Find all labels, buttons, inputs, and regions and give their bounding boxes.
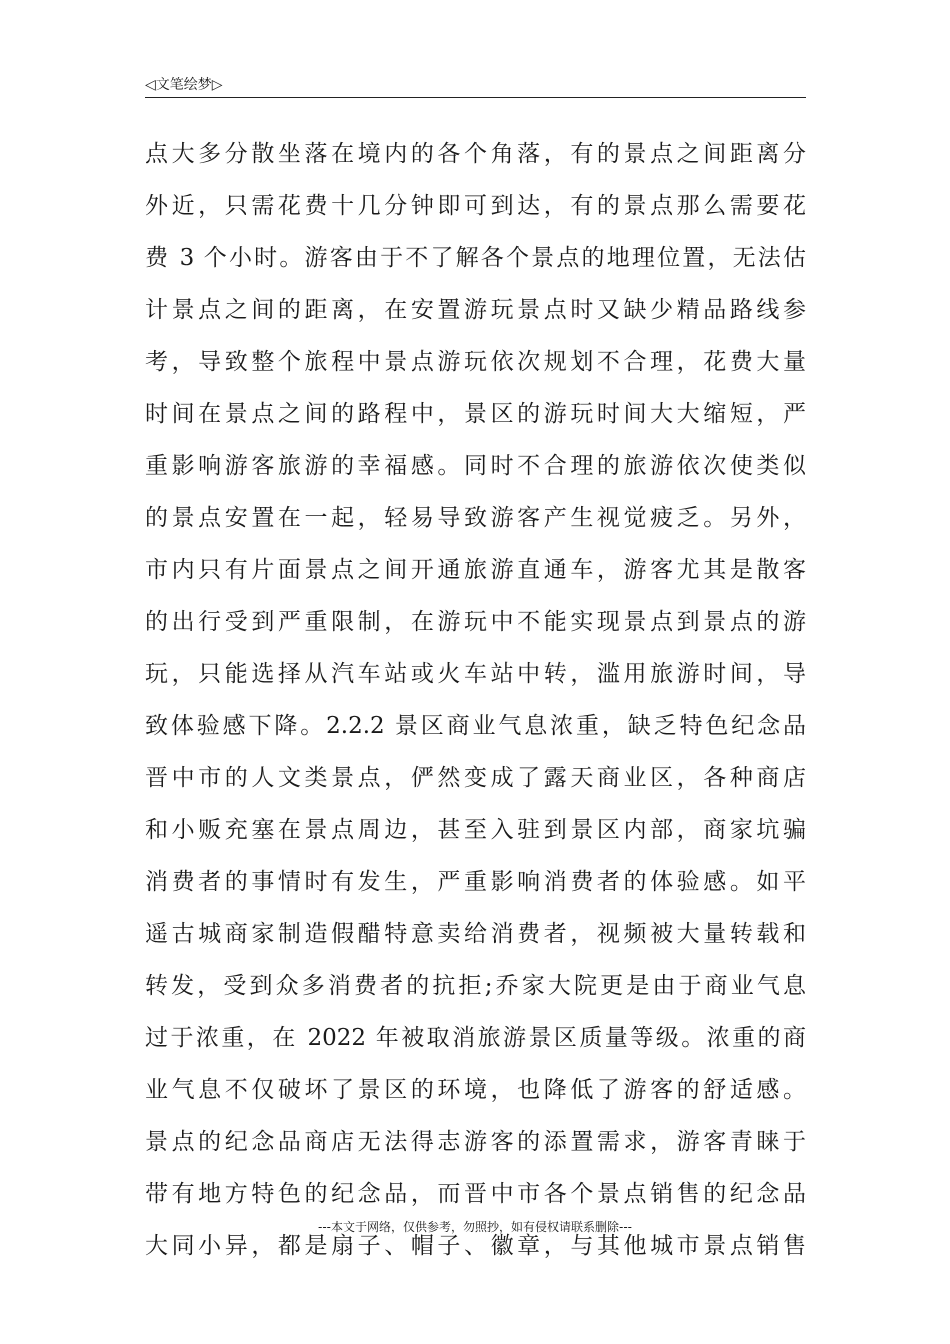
paragraph-line: 市内只有片面景点之间开通旅游直通车，游客尤其是散客	[145, 557, 806, 583]
paragraph-line: 带有地方特色的纪念品，而晋中市各个景点销售的纪念品	[145, 1181, 806, 1207]
page-footer: ---本文于网络，仅供参考，勿照抄，如有侵权请联系删除---	[318, 1220, 632, 1234]
paragraph-line: 转发，受到众多消费者的抗拒;乔家大院更是由于商业气息	[145, 973, 806, 999]
paragraph-line: 的景点安置在一起，轻易导致游客产生视觉疲乏。另外，	[145, 505, 806, 531]
body-text	[145, 128, 806, 1272]
paragraph-line: 费 3 个小时。游客由于不了解各个景点的地理位置，无法估	[145, 245, 806, 271]
paragraph-line: 大同小异，都是扇子、帽子、徽章，与其他城市景点销售	[145, 1233, 806, 1259]
paragraph-line: 外近，只需花费十几分钟即可到达，有的景点那么需要花	[145, 193, 806, 219]
paragraph-line: 过于浓重，在 2022 年被取消旅游景区质量等级。浓重的商	[145, 1025, 806, 1051]
paragraph-line: 点大多分散坐落在境内的各个角落，有的景点之间距离分	[145, 141, 806, 167]
paragraph-line: 晋中市的人文类景点，俨然变成了露天商业区，各种商店	[145, 765, 806, 791]
paragraph-line: 玩，只能选择从汽车站或火车站中转，滥用旅游时间，导	[145, 661, 806, 687]
paragraph-line: 和小贩充塞在景点周边，甚至入驻到景区内部，商家坑骗	[145, 817, 806, 843]
page-header: ◁文笔绘梦▷	[145, 77, 223, 93]
paragraph-line: 消费者的事情时有发生，严重影响消费者的体验感。如平	[145, 869, 806, 895]
header-divider	[145, 97, 806, 98]
paragraph-line: 计景点之间的距离，在安置游玩景点时又缺少精品路线参	[145, 297, 806, 323]
paragraph-line: 考，导致整个旅程中景点游玩依次规划不合理，花费大量	[145, 349, 806, 375]
paragraph-line: 景点的纪念品商店无法得志游客的添置需求，游客青睐于	[145, 1129, 806, 1155]
paragraph-line: 遥古城商家制造假醋特意卖给消费者，视频被大量转载和	[145, 921, 806, 947]
paragraph-line: 致体验感下降。2.2.2 景区商业气息浓重，缺乏特色纪念品	[145, 713, 806, 739]
paragraph-line: 重影响游客旅游的幸福感。同时不合理的旅游依次使类似	[145, 453, 806, 479]
paragraph-line: 业气息不仅破坏了景区的环境，也降低了游客的舒适感。	[145, 1077, 806, 1103]
paragraph-line: 时间在景点之间的路程中，景区的游玩时间大大缩短，严	[145, 401, 806, 427]
paragraph-line: 的出行受到严重限制，在游玩中不能实现景点到景点的游	[145, 609, 806, 635]
